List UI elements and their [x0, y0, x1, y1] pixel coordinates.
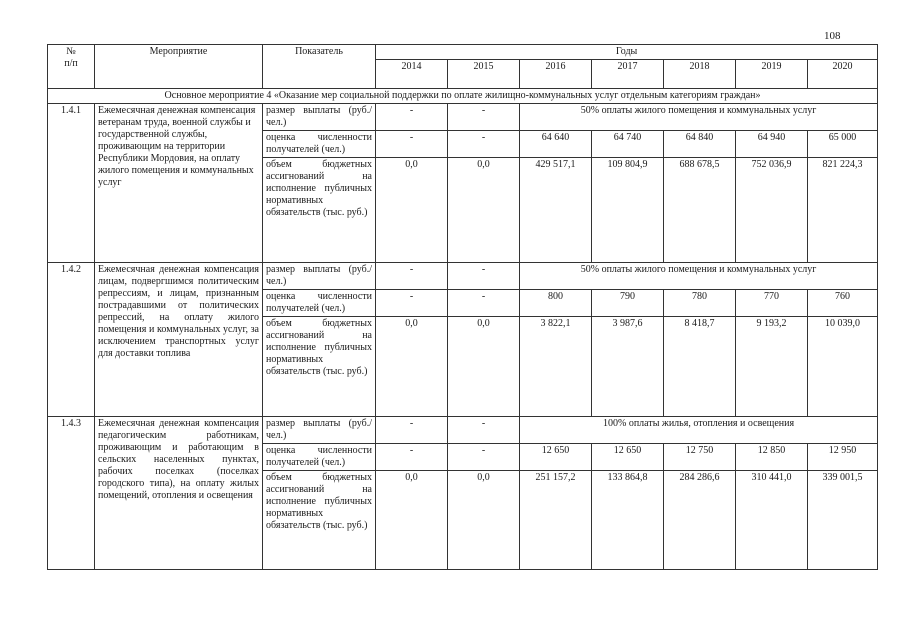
year-cell: 2014	[376, 60, 448, 89]
year-cell: 2016	[520, 60, 592, 89]
size-merged-value: 100% оплаты жилья, отопления и освещения	[520, 417, 878, 444]
size-merged-value: 50% оплаты жилого помещения и коммунальных услуг	[520, 263, 878, 290]
table-row	[48, 263, 878, 290]
value-cell: 12 650	[520, 444, 592, 471]
value-cell: -	[376, 104, 448, 131]
value-cell: 0,0	[376, 158, 448, 263]
value-cell: 429 517,1	[520, 158, 592, 263]
value-cell: 251 157,2	[520, 471, 592, 570]
year-cell: 2018	[664, 60, 736, 89]
value-cell: 310 441,0	[736, 471, 808, 570]
value-cell: 821 224,3	[808, 158, 878, 263]
value-cell: 752 036,9	[736, 158, 808, 263]
value-cell: 65 000	[808, 131, 878, 158]
value-cell: 3 987,6	[592, 317, 664, 417]
value-cell: 0,0	[448, 158, 520, 263]
row-number: 1.4.3	[48, 417, 95, 570]
value-cell: -	[448, 263, 520, 290]
value-cell: 3 822,1	[520, 317, 592, 417]
value-cell: 12 850	[736, 444, 808, 471]
value-cell: -	[448, 444, 520, 471]
header-measure: Мероприятие	[95, 45, 263, 89]
page-number: 108	[824, 30, 841, 42]
measure-text: Ежемесячная денежная компенсация педагогическим работникам, проживающим и работающим в сельских населенных пунктах, рабочих поселках (поселках городского типа), на оплату жилых помещений, отопления и освещения	[95, 417, 263, 570]
value-cell: 109 804,9	[592, 158, 664, 263]
value-cell: 12 750	[664, 444, 736, 471]
value-cell: 0,0	[376, 317, 448, 417]
value-cell: -	[448, 104, 520, 131]
value-cell: 12 650	[592, 444, 664, 471]
measure-text: Ежемесячная денежная компенсация ветеранам труда, военной службы и государственной службы, проживающим на территории Республики Мордовия, на оплату жилого помещения и коммунальных услуг	[95, 104, 263, 263]
measure-text: Ежемесячная денежная компенсация лицам, подвергшимся политическим репрессиям, и лицам, признанным пострадавшими от политических репрессий, на оплату жилого помещения и коммунальных услуг, за исключением транспортных услуг для доставки топлива	[95, 263, 263, 417]
section-title-row	[48, 89, 878, 104]
value-cell: 790	[592, 290, 664, 317]
row-number: 1.4.1	[48, 104, 95, 263]
value-cell: 64 840	[664, 131, 736, 158]
value-cell: 770	[736, 290, 808, 317]
value-cell: 64 640	[520, 131, 592, 158]
value-cell: 0,0	[376, 471, 448, 570]
value-cell: 780	[664, 290, 736, 317]
value-cell: 133 864,8	[592, 471, 664, 570]
indicator-count: оценка численности получателей (чел.)	[263, 131, 376, 158]
indicator-budget: объем бюджетных ассигнований на исполнение публичных нормативных обязательств (тыс. руб.)	[263, 317, 376, 417]
value-cell: 12 950	[808, 444, 878, 471]
value-cell: 339 001,5	[808, 471, 878, 570]
size-merged-value: 50% оплаты жилого помещения и коммунальных услуг	[520, 104, 878, 131]
value-cell: -	[376, 444, 448, 471]
value-cell: 760	[808, 290, 878, 317]
value-cell: -	[448, 290, 520, 317]
value-cell: 9 193,2	[736, 317, 808, 417]
indicator-count: оценка численности получателей (чел.)	[263, 290, 376, 317]
value-cell: 64 940	[736, 131, 808, 158]
header-indicator: Показатель	[263, 45, 376, 89]
value-cell: 64 740	[592, 131, 664, 158]
year-cell: 2015	[448, 60, 520, 89]
indicator-budget: объем бюджетных ассигнований на исполнение публичных нормативных обязательств (тыс. руб.)	[263, 471, 376, 570]
year-cell: 2020	[808, 60, 878, 89]
indicator-budget: объем бюджетных ассигнований на исполнение публичных нормативных обязательств (тыс. руб.)	[263, 158, 376, 263]
value-cell: 800	[520, 290, 592, 317]
value-cell: 8 418,7	[664, 317, 736, 417]
table-row	[48, 104, 878, 131]
year-cell: 2019	[736, 60, 808, 89]
value-cell: -	[448, 131, 520, 158]
year-cell: 2017	[592, 60, 664, 89]
section-title: Основное мероприятие 4 «Оказание мер социальной поддержки по оплате жилищно-коммунальных услуг отдельным категориям граждан»	[48, 89, 878, 104]
table-row	[48, 417, 878, 444]
value-cell: 0,0	[448, 317, 520, 417]
indicator-count: оценка численности получателей (чел.)	[263, 444, 376, 471]
row-number: 1.4.2	[48, 263, 95, 417]
header-num: № п/п	[48, 45, 95, 89]
value-cell: -	[376, 263, 448, 290]
header-row	[48, 45, 878, 60]
value-cell: -	[376, 131, 448, 158]
value-cell: 284 286,6	[664, 471, 736, 570]
value-cell: 0,0	[448, 471, 520, 570]
value-cell: 10 039,0	[808, 317, 878, 417]
indicator-size: размер выплаты (руб./ чел.)	[263, 417, 376, 444]
indicator-size: размер выплаты (руб./ чел.)	[263, 263, 376, 290]
program-table	[47, 44, 878, 570]
value-cell: 688 678,5	[664, 158, 736, 263]
value-cell: -	[448, 417, 520, 444]
header-years: Годы	[376, 45, 878, 60]
value-cell: -	[376, 417, 448, 444]
indicator-size: размер выплаты (руб./ чел.)	[263, 104, 376, 131]
value-cell: -	[376, 290, 448, 317]
